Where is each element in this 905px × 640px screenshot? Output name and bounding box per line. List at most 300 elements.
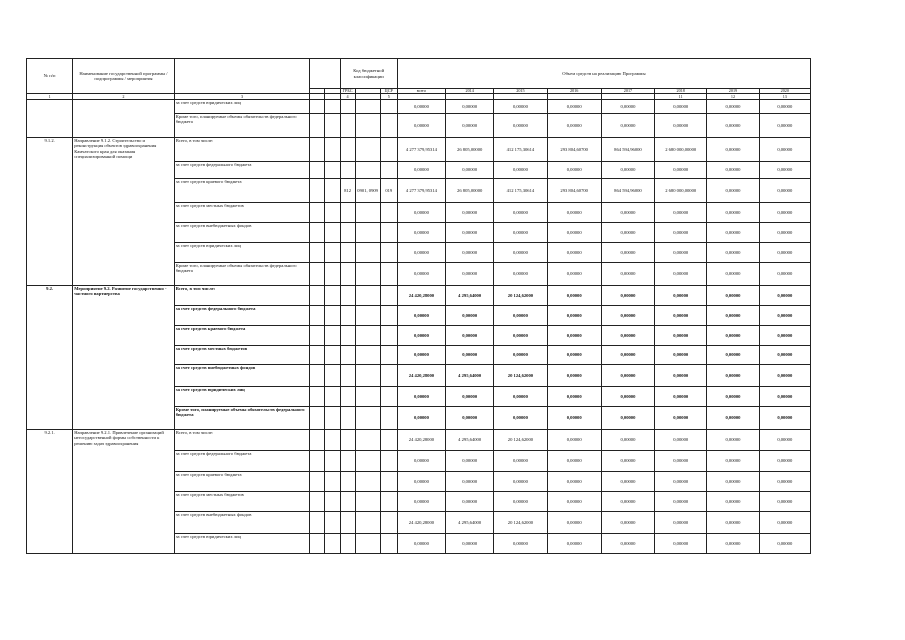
row-value-cell: 20 124,62000: [494, 286, 547, 306]
row-spacer-cell: [325, 451, 340, 472]
row-funding-source: Всего, в том числе:: [174, 430, 310, 451]
row-value-cell: 0,00000: [547, 100, 601, 114]
row-value-cell: 0,00000: [759, 286, 810, 306]
row-value-cell: 0,00000: [707, 346, 759, 365]
header-year-2014: 2014: [446, 89, 494, 94]
row-value-cell: 412 175,30614: [494, 138, 547, 162]
row-value-cell: 0,00000: [547, 203, 601, 223]
row-section-code: [355, 492, 380, 512]
row-value-cell: 0,00000: [655, 387, 707, 407]
row-grbs: [340, 346, 355, 365]
row-value-cell: 0,00000: [707, 114, 759, 138]
row-spacer-cell: [310, 306, 325, 326]
row-spacer-cell: [310, 326, 325, 346]
row-value-cell: 0,00000: [707, 512, 759, 534]
header-year-2018: 2018: [655, 89, 707, 94]
row-value-cell: 0,00000: [547, 263, 601, 286]
row-value-cell: 0,00000: [655, 306, 707, 326]
row-value-cell: 0,00000: [397, 492, 445, 512]
row-funding-source: за счет средств юридических лиц: [174, 534, 310, 554]
index-cell: 1: [27, 94, 73, 100]
row-value-cell: 0,00000: [397, 346, 445, 365]
header-year-2019: 2019: [707, 89, 759, 94]
row-value-cell: 0,00000: [601, 326, 654, 346]
row-spacer-cell: [310, 387, 325, 407]
row-csr: [380, 114, 397, 138]
row-spacer-cell: [310, 223, 325, 243]
row-grbs: [340, 407, 355, 430]
row-value-cell: 0,00000: [446, 243, 494, 263]
row-section-code: [355, 306, 380, 326]
row-spacer-cell: [310, 365, 325, 387]
row-value-cell: 0,00000: [397, 451, 445, 472]
row-number: [27, 100, 73, 138]
row-value-cell: 0,00000: [707, 243, 759, 263]
row-grbs: [340, 138, 355, 162]
row-csr: [380, 451, 397, 472]
row-funding-source: за счет средств местных бюджетов: [174, 203, 310, 223]
row-value-cell: 0,00000: [547, 451, 601, 472]
row-spacer-cell: [325, 492, 340, 512]
row-value-cell: 0,00000: [707, 263, 759, 286]
row-value-cell: 0,00000: [601, 387, 654, 407]
row-section-code: [355, 243, 380, 263]
row-value-cell: 0,00000: [655, 100, 707, 114]
row-value-cell: 0,00000: [759, 430, 810, 451]
row-number: 9.2.1.: [27, 430, 73, 554]
row-funding-source: за счет средств федерального бюджета: [174, 162, 310, 179]
row-value-cell: 20 124,62000: [494, 512, 547, 534]
row-value-cell: 0,00000: [547, 114, 601, 138]
row-funding-source: за счет средств федерального бюджета: [174, 451, 310, 472]
row-value-cell: 0,00000: [707, 138, 759, 162]
row-value-cell: 0,00000: [547, 365, 601, 387]
row-value-cell: 0,00000: [446, 387, 494, 407]
row-spacer-cell: [325, 407, 340, 430]
row-value-cell: 0,00000: [707, 286, 759, 306]
row-spacer-cell: [325, 326, 340, 346]
row-value-cell: 0,00000: [547, 243, 601, 263]
row-value-cell: 0,00000: [655, 492, 707, 512]
table-row: [27, 286, 811, 306]
row-value-cell: 0,00000: [601, 346, 654, 365]
row-grbs: [340, 243, 355, 263]
row-value-cell: 0,00000: [547, 387, 601, 407]
row-grbs: [340, 365, 355, 387]
row-value-cell: 0,00000: [759, 179, 810, 203]
row-funding-source: Кроме того, планируемые объемы обязательств федерального бюджета: [174, 407, 310, 430]
row-value-cell: 0,00000: [655, 223, 707, 243]
row-value-cell: 0,00000: [759, 203, 810, 223]
row-csr: [380, 365, 397, 387]
row-value-cell: 2 680 000,00000: [655, 138, 707, 162]
row-funding-source: за счет средств местных бюджетов: [174, 346, 310, 365]
row-value-cell: 0,00000: [494, 387, 547, 407]
row-spacer-cell: [325, 138, 340, 162]
row-value-cell: 0,00000: [601, 430, 654, 451]
row-value-cell: 0,00000: [707, 430, 759, 451]
row-value-cell: 0,00000: [446, 451, 494, 472]
row-value-cell: 0,00000: [707, 472, 759, 492]
row-value-cell: 0,00000: [759, 451, 810, 472]
row-spacer-cell: [325, 162, 340, 179]
row-value-cell: 4 295,64000: [446, 430, 494, 451]
row-value-cell: 0,00000: [759, 223, 810, 243]
row-spacer-cell: [325, 114, 340, 138]
row-csr: [380, 472, 397, 492]
row-csr: [380, 100, 397, 114]
row-value-cell: 0,00000: [547, 534, 601, 554]
row-value-cell: 293 804,60700: [547, 179, 601, 203]
row-spacer-cell: [325, 512, 340, 534]
row-value-cell: 0,00000: [446, 263, 494, 286]
row-value-cell: 0,00000: [446, 407, 494, 430]
row-program-name: Мероприятие 9.2. Развитие государственно - частного партнерства: [73, 286, 175, 430]
row-section-code: [355, 162, 380, 179]
row-spacer-cell: [310, 100, 325, 114]
row-value-cell: 0,00000: [759, 114, 810, 138]
table-row: [27, 138, 811, 162]
row-value-cell: 0,00000: [759, 326, 810, 346]
row-value-cell: 0,00000: [655, 346, 707, 365]
row-value-cell: 0,00000: [397, 162, 445, 179]
row-number: 9.2.: [27, 286, 73, 430]
header-year-2015: 2015: [494, 89, 547, 94]
row-value-cell: 0,00000: [601, 512, 654, 534]
row-csr: [380, 138, 397, 162]
row-value-cell: 0,00000: [655, 243, 707, 263]
row-value-cell: 0,00000: [655, 472, 707, 492]
row-value-cell: 0,00000: [601, 286, 654, 306]
row-value-cell: 0,00000: [601, 263, 654, 286]
row-value-cell: 0,00000: [707, 306, 759, 326]
row-spacer-cell: [310, 430, 325, 451]
row-value-cell: 0,00000: [759, 407, 810, 430]
row-value-cell: 293 804,60700: [547, 138, 601, 162]
row-funding-source: за счет средств краевого бюджета: [174, 472, 310, 492]
row-grbs: [340, 451, 355, 472]
row-csr: [380, 243, 397, 263]
row-csr: [380, 407, 397, 430]
row-value-cell: 24 420,28000: [397, 365, 445, 387]
index-cell: 3: [174, 94, 310, 100]
row-value-cell: 0,00000: [707, 407, 759, 430]
row-spacer-cell: [325, 387, 340, 407]
row-section-code: [355, 430, 380, 451]
header-year-2020: 2020: [759, 89, 810, 94]
row-grbs: [340, 387, 355, 407]
index-cell: 2: [73, 94, 175, 100]
row-spacer-cell: [310, 512, 325, 534]
row-value-cell: 0,00000: [547, 286, 601, 306]
header-year-2016: 2016: [547, 89, 601, 94]
row-value-cell: 0,00000: [397, 534, 445, 554]
row-csr: [380, 387, 397, 407]
row-value-cell: 0,00000: [707, 326, 759, 346]
row-value-cell: 0,00000: [655, 162, 707, 179]
row-funding-source: за счет средств юридических лиц: [174, 100, 310, 114]
row-section-code: [355, 451, 380, 472]
row-value-cell: 0,00000: [759, 306, 810, 326]
row-spacer-cell: [325, 263, 340, 286]
row-spacer-cell: [310, 472, 325, 492]
row-value-cell: 0,00000: [601, 534, 654, 554]
row-value-cell: 0,00000: [759, 162, 810, 179]
row-section-code: [355, 407, 380, 430]
row-csr: [380, 203, 397, 223]
row-value-cell: 0,00000: [601, 243, 654, 263]
row-value-cell: 0,00000: [601, 162, 654, 179]
row-grbs: 812: [340, 179, 355, 203]
row-funding-source: за счет средств внебюджетных фондов: [174, 223, 310, 243]
row-value-cell: 0,00000: [397, 243, 445, 263]
row-spacer-cell: [310, 203, 325, 223]
row-spacer-cell: [325, 472, 340, 492]
row-value-cell: 0,00000: [397, 263, 445, 286]
row-funding-source: за счет средств юридических лиц: [174, 387, 310, 407]
row-section-code: [355, 223, 380, 243]
row-value-cell: 0,00000: [655, 114, 707, 138]
row-value-cell: 0,00000: [601, 100, 654, 114]
table-row: [27, 100, 811, 114]
row-section-code: [355, 326, 380, 346]
row-csr: [380, 534, 397, 554]
row-value-cell: 0,00000: [494, 326, 547, 346]
row-csr: [380, 492, 397, 512]
row-value-cell: 0,00000: [446, 162, 494, 179]
row-section-code: [355, 512, 380, 534]
row-grbs: [340, 100, 355, 114]
row-spacer-cell: [310, 492, 325, 512]
row-spacer-cell: [325, 365, 340, 387]
row-section-code: [355, 203, 380, 223]
row-program-name: Направление 9.2.1. Привлечение организаций негосударственной формы собственности к решению задач здравоохранения: [73, 430, 175, 554]
row-value-cell: 0,00000: [494, 114, 547, 138]
row-section-code: [355, 114, 380, 138]
row-value-cell: 0,00000: [446, 472, 494, 492]
row-program-name: [73, 100, 175, 138]
row-funding-source: за счет средств юридических лиц: [174, 243, 310, 263]
row-grbs: [340, 162, 355, 179]
header-year-2017: 2017: [601, 89, 654, 94]
row-value-cell: 0,00000: [655, 451, 707, 472]
row-spacer-cell: [325, 346, 340, 365]
row-value-cell: 0,00000: [446, 326, 494, 346]
row-value-cell: 0,00000: [397, 387, 445, 407]
row-value-cell: 864 594,96000: [601, 179, 654, 203]
row-csr: 019: [380, 179, 397, 203]
row-spacer-cell: [325, 223, 340, 243]
row-value-cell: 0,00000: [601, 407, 654, 430]
row-value-cell: 4 295,64000: [446, 365, 494, 387]
header-spacer: [310, 59, 340, 89]
row-value-cell: 0,00000: [494, 472, 547, 492]
row-value-cell: 0,00000: [494, 407, 547, 430]
row-value-cell: 0,00000: [759, 534, 810, 554]
row-value-cell: 0,00000: [707, 534, 759, 554]
row-section-code: [355, 286, 380, 306]
row-value-cell: 0,00000: [397, 203, 445, 223]
header-name: Наименование государственной программы / подпрограммы / мероприятия: [73, 59, 175, 94]
row-funding-source: за счет средств внебюджетных фондов: [174, 512, 310, 534]
row-funding-source: за счет средств местных бюджетов: [174, 492, 310, 512]
row-value-cell: 0,00000: [759, 365, 810, 387]
index-cell: 13: [759, 94, 810, 100]
row-grbs: [340, 286, 355, 306]
table-row: [27, 430, 811, 451]
header-row: [27, 59, 811, 89]
row-value-cell: 0,00000: [494, 451, 547, 472]
row-value-cell: 0,00000: [494, 162, 547, 179]
row-value-cell: 0,00000: [759, 387, 810, 407]
row-value-cell: 0,00000: [446, 100, 494, 114]
row-value-cell: 0,00000: [655, 534, 707, 554]
row-grbs: [340, 512, 355, 534]
row-number: 9.1.2.: [27, 138, 73, 286]
header-csr: ЦСР: [380, 89, 397, 94]
row-spacer-cell: [325, 534, 340, 554]
row-value-cell: 0,00000: [494, 100, 547, 114]
row-value-cell: 0,00000: [707, 162, 759, 179]
row-csr: [380, 263, 397, 286]
row-grbs: [340, 534, 355, 554]
row-section-code: [355, 472, 380, 492]
row-value-cell: 0,00000: [759, 492, 810, 512]
row-value-cell: 412 175,30614: [494, 179, 547, 203]
row-grbs: [340, 263, 355, 286]
row-spacer-cell: [325, 179, 340, 203]
row-grbs: [340, 306, 355, 326]
row-value-cell: 0,00000: [547, 223, 601, 243]
row-csr: [380, 326, 397, 346]
row-value-cell: 0,00000: [655, 365, 707, 387]
row-value-cell: 0,00000: [547, 472, 601, 492]
row-value-cell: 0,00000: [707, 365, 759, 387]
row-value-cell: 0,00000: [547, 407, 601, 430]
row-value-cell: 0,00000: [601, 114, 654, 138]
row-value-cell: 0,00000: [601, 223, 654, 243]
row-funding-source: за счет средств внебюджетных фондов: [174, 365, 310, 387]
row-value-cell: 0,00000: [397, 472, 445, 492]
row-value-cell: 0,00000: [494, 346, 547, 365]
row-csr: [380, 223, 397, 243]
row-spacer-cell: [310, 138, 325, 162]
row-spacer-cell: [310, 179, 325, 203]
row-value-cell: 0,00000: [707, 387, 759, 407]
budget-table: [26, 58, 811, 554]
row-value-cell: 0,00000: [397, 100, 445, 114]
row-value-cell: 24 420,28000: [397, 286, 445, 306]
row-grbs: [340, 430, 355, 451]
row-value-cell: 24 420,28000: [397, 430, 445, 451]
row-value-cell: 0,00000: [655, 430, 707, 451]
row-value-cell: 0,00000: [446, 114, 494, 138]
row-value-cell: 4 277 379,95314: [397, 179, 445, 203]
row-value-cell: 0,00000: [601, 451, 654, 472]
row-spacer-cell: [310, 243, 325, 263]
row-grbs: [340, 114, 355, 138]
row-csr: [380, 162, 397, 179]
row-value-cell: 0,00000: [494, 203, 547, 223]
row-csr: [380, 306, 397, 326]
row-value-cell: 0,00000: [547, 162, 601, 179]
index-cell: 5: [380, 94, 397, 100]
row-value-cell: 0,00000: [707, 179, 759, 203]
row-section-code: [355, 100, 380, 114]
row-value-cell: 20 124,62000: [494, 430, 547, 451]
row-spacer-cell: [310, 263, 325, 286]
row-value-cell: 2 680 000,00000: [655, 179, 707, 203]
row-value-cell: 0,00000: [494, 534, 547, 554]
row-value-cell: 0,00000: [397, 306, 445, 326]
header-budget-code: Код бюджетной классификации: [340, 59, 397, 89]
row-value-cell: 0,00000: [494, 223, 547, 243]
header-num: № п/п: [27, 59, 73, 94]
row-value-cell: 0,00000: [707, 223, 759, 243]
row-value-cell: 0,00000: [759, 100, 810, 114]
row-value-cell: 0,00000: [547, 306, 601, 326]
row-funding-source: Кроме того, планируемые объемы обязательств федерального бюджета: [174, 114, 310, 138]
row-value-cell: 0,00000: [759, 346, 810, 365]
row-value-cell: 0,00000: [655, 286, 707, 306]
row-value-cell: 0,00000: [547, 430, 601, 451]
row-value-cell: 0,00000: [397, 407, 445, 430]
row-value-cell: 0,00000: [601, 365, 654, 387]
row-section-code: [355, 346, 380, 365]
row-value-cell: 26 805,00000: [446, 138, 494, 162]
row-spacer-cell: [310, 162, 325, 179]
row-value-cell: 0,00000: [759, 263, 810, 286]
row-value-cell: 0,00000: [759, 472, 810, 492]
row-funding-source: за счет средств краевого бюджета: [174, 179, 310, 203]
row-value-cell: 0,00000: [655, 512, 707, 534]
row-spacer-cell: [325, 243, 340, 263]
row-value-cell: 0,00000: [601, 203, 654, 223]
row-value-cell: 0,00000: [397, 223, 445, 243]
row-value-cell: 0,00000: [547, 512, 601, 534]
row-spacer-cell: [310, 451, 325, 472]
row-value-cell: 0,00000: [655, 407, 707, 430]
row-value-cell: 0,00000: [446, 492, 494, 512]
header-volume: Объем средств на реализацию Программы: [397, 59, 810, 89]
row-spacer-cell: [310, 346, 325, 365]
row-value-cell: 0,00000: [707, 100, 759, 114]
row-value-cell: 0,00000: [446, 203, 494, 223]
row-value-cell: 0,00000: [446, 534, 494, 554]
row-value-cell: 0,00000: [397, 326, 445, 346]
row-grbs: [340, 326, 355, 346]
row-funding-source: Всего, в том числе:: [174, 138, 310, 162]
row-value-cell: 26 805,00000: [446, 179, 494, 203]
row-value-cell: 864 594,96000: [601, 138, 654, 162]
row-value-cell: 0,00000: [547, 326, 601, 346]
row-csr: [380, 430, 397, 451]
row-spacer-cell: [310, 286, 325, 306]
row-funding-source: Кроме того, планируемые объемы обязательств федерального бюджета: [174, 263, 310, 286]
row-spacer-cell: [310, 114, 325, 138]
row-value-cell: 0,00000: [494, 263, 547, 286]
row-section-code: [355, 365, 380, 387]
row-value-cell: 0,00000: [446, 223, 494, 243]
row-value-cell: 0,00000: [655, 263, 707, 286]
row-section-code: [355, 263, 380, 286]
row-value-cell: 0,00000: [707, 203, 759, 223]
row-value-cell: 0,00000: [759, 512, 810, 534]
row-value-cell: 4 295,64000: [446, 286, 494, 306]
row-grbs: [340, 223, 355, 243]
row-value-cell: 0,00000: [601, 492, 654, 512]
row-value-cell: 0,00000: [601, 306, 654, 326]
